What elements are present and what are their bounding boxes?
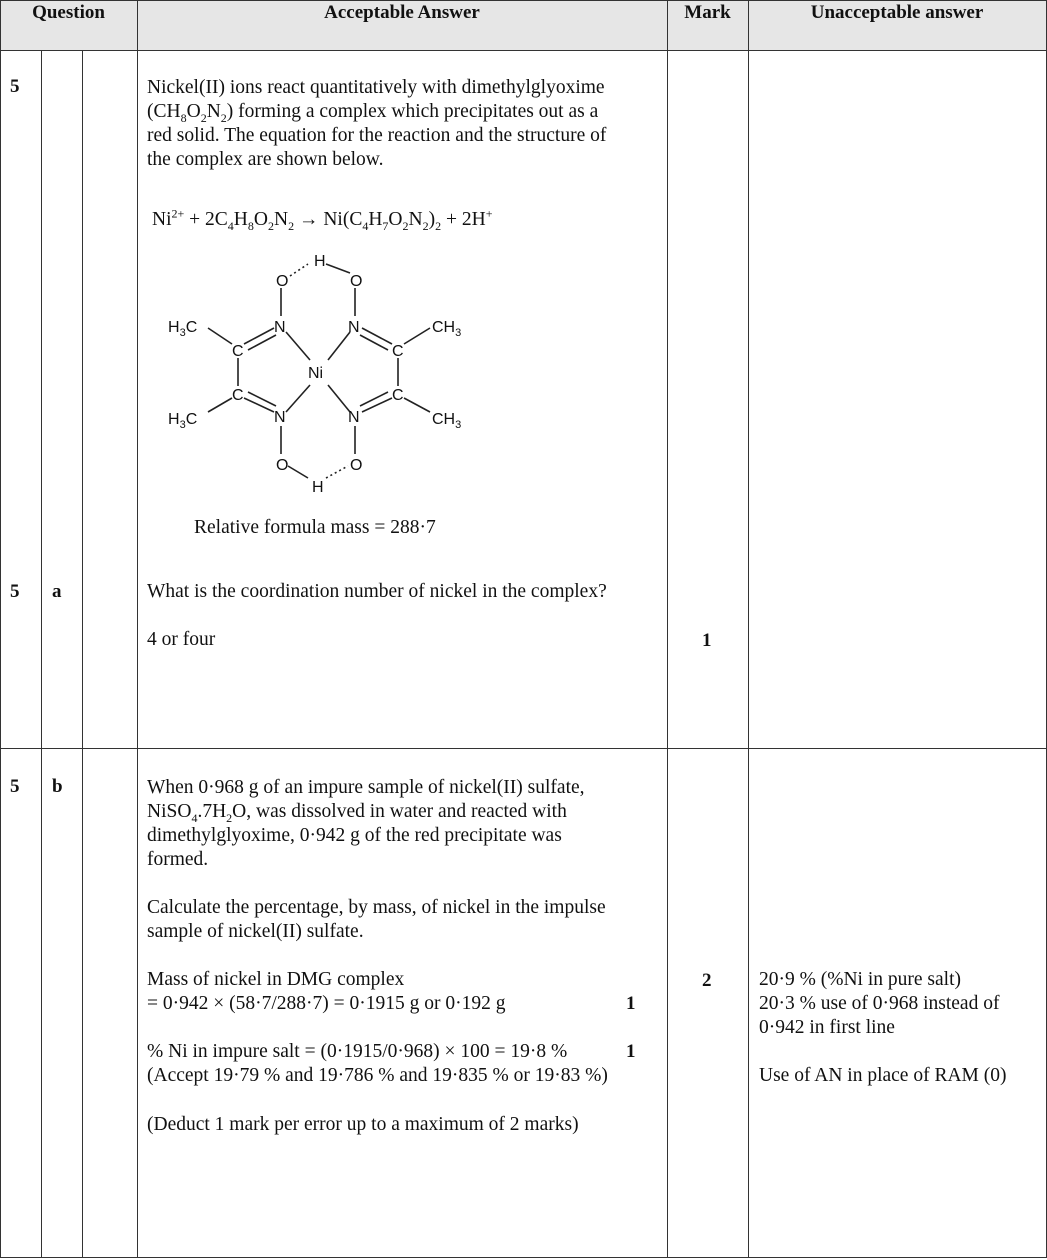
question-5b-line-3: dimethylglyoxime, 0·942 g of the red precipitate was xyxy=(147,825,562,846)
struct-n: N xyxy=(274,409,286,426)
intro-line-4: the complex are shown below. xyxy=(147,149,384,170)
struct-n: N xyxy=(274,319,286,336)
unacceptable-line-4: Use of AN in place of RAM (0) xyxy=(759,1065,1007,1086)
struct-h-top: H xyxy=(314,253,326,270)
deduct-note: (Deduct 1 mark per error up to a maximum of 2 marks) xyxy=(147,1114,579,1135)
col-divider xyxy=(0,0,1,1258)
col-divider xyxy=(748,0,749,1258)
row-divider xyxy=(0,748,1047,749)
struct-c: C xyxy=(392,343,404,360)
unacceptable-line-1: 20·9 % (%Ni in pure salt) xyxy=(759,969,961,990)
struct-h3c: $H_3C$ xyxy=(168,319,198,339)
header-acceptable-answer: Acceptable Answer xyxy=(324,2,480,23)
working-2-line-2: (Accept 19·79 % and 19·786 % and 19·835 % or 19·83 %) xyxy=(147,1065,608,1086)
question-5b-line-2: $NiSO_4.7H_2O$, was dissolved in water and reacted with xyxy=(147,801,567,825)
mark-5a: 1 xyxy=(702,630,712,651)
working-2-line-1: % Ni in impure salt = (0·1915/0·968) × 100 = 19·8 % xyxy=(147,1041,568,1062)
question-part: b xyxy=(52,776,63,797)
relative-formula-mass: Relative formula mass = 288·7 xyxy=(194,517,436,538)
calc-prompt-line-1: Calculate the percentage, by mass, of nickel in the impulse xyxy=(147,897,606,918)
question-number: 5 xyxy=(10,581,20,602)
intro-line-1: Nickel(II) ions react quantitatively with dimethylglyoxime xyxy=(147,77,605,98)
question-part: a xyxy=(52,581,62,602)
header-question: Question xyxy=(32,2,105,23)
struct-o: O xyxy=(350,457,363,474)
working-1-line-1: Mass of nickel in DMG complex xyxy=(147,969,405,990)
header-unacceptable-answer: Unacceptable answer xyxy=(810,2,984,23)
question-number: 5 xyxy=(10,76,20,97)
reaction-equation: $Ni^{2+} + 2C_4H_8O_2N_2 \to Ni(C_4H_7O_2N_2)_2 + 2H^+$ xyxy=(152,206,493,233)
row-divider xyxy=(0,50,1047,51)
struct-c: C xyxy=(232,343,244,360)
col-divider xyxy=(41,50,42,1258)
struct-o: O xyxy=(350,273,363,290)
struct-o: O xyxy=(276,457,289,474)
struct-c: C xyxy=(392,387,404,404)
struct-ch3: $CH_3$ xyxy=(432,319,462,339)
question-number: 5 xyxy=(10,776,20,797)
unacceptable-line-3: 0·942 in first line xyxy=(759,1017,895,1038)
unacceptable-line-2: 20·3 % use of 0·968 instead of xyxy=(759,993,1000,1014)
col-divider xyxy=(137,0,138,1258)
calc-prompt-line-2: sample of nickel(II) sulfate. xyxy=(147,921,364,942)
intro-line-2: $(CH_8O_2N_2)$ forming a complex which precipitates out as a xyxy=(147,101,599,125)
struct-n: N xyxy=(348,409,360,426)
mark-5b: 2 xyxy=(702,970,712,991)
working-2-mark: 1 xyxy=(626,1041,636,1062)
working-1-mark: 1 xyxy=(626,993,636,1014)
question-5b-line-4: formed. xyxy=(147,849,209,870)
struct-h-bottom: H xyxy=(312,479,324,496)
question-5a-text: What is the coordination number of nickel in the complex? xyxy=(147,581,607,602)
header-mark: Mark xyxy=(684,2,731,23)
struct-ni: Ni xyxy=(308,365,324,382)
question-5b-line-1: When 0·968 g of an impure sample of nickel(II) sulfate, xyxy=(147,777,585,798)
row-divider xyxy=(0,1257,1047,1258)
struct-o: O xyxy=(276,273,289,290)
col-divider xyxy=(82,50,83,1258)
answer-5a: 4 or four xyxy=(147,629,216,650)
working-1-line-2: = 0·942 × (58·7/288·7) = 0·1915 g or 0·192 g xyxy=(147,993,506,1014)
row-divider xyxy=(0,0,1047,1)
struct-c: C xyxy=(232,387,244,404)
struct-n: N xyxy=(348,319,360,336)
struct-ch3: $CH_3$ xyxy=(432,411,462,431)
intro-line-3: red solid. The equation for the reaction and the structure of xyxy=(147,125,607,146)
nickel-dmg-complex-structure xyxy=(150,240,490,500)
col-divider xyxy=(667,0,668,1258)
struct-h3c: $H_3C$ xyxy=(168,411,198,431)
